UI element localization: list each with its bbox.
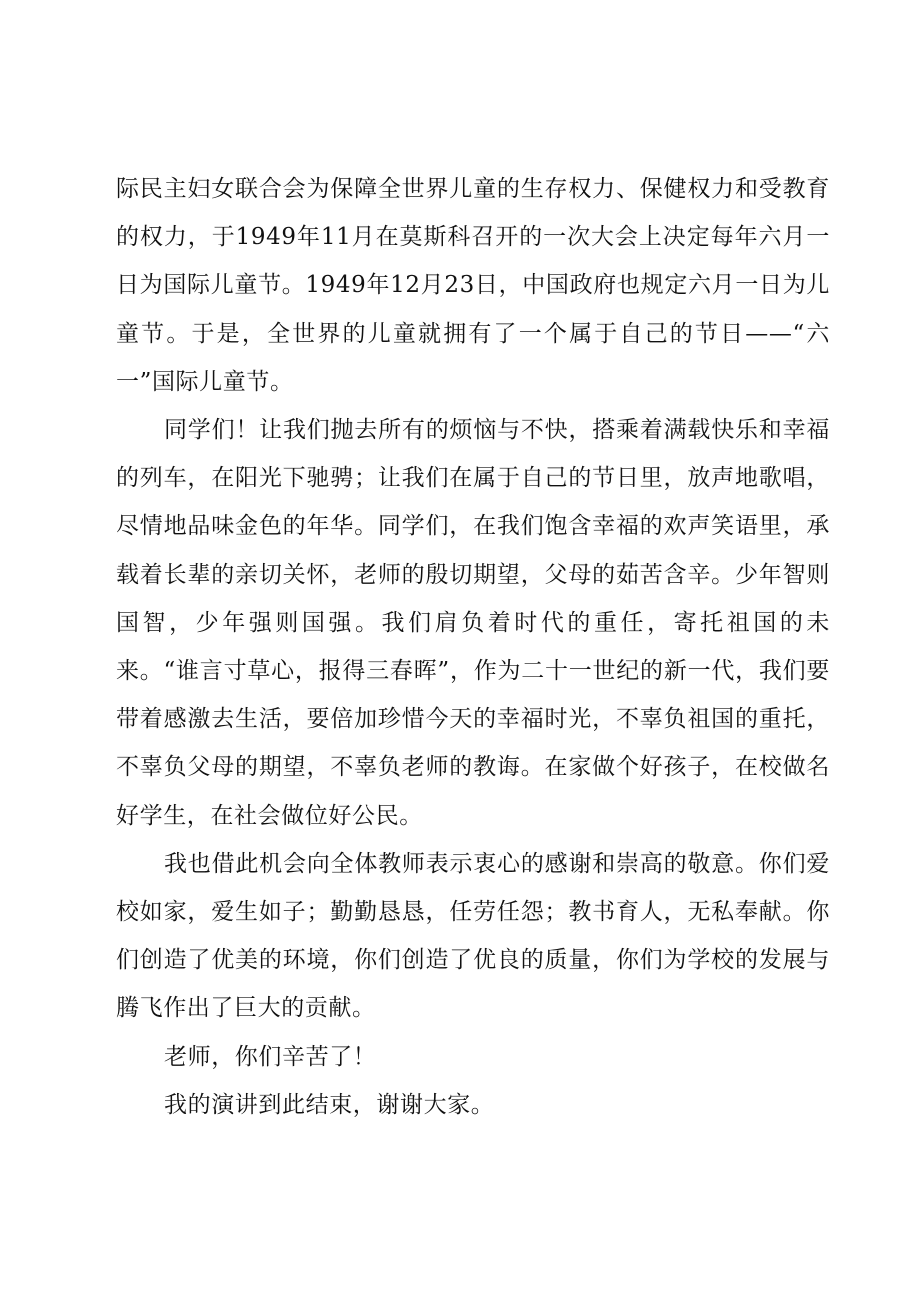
paragraph-teachers-thanks: 我也借此机会向全体教师表示衷心的感谢和崇高的敬意。你们爱校如家，爱生如子；勤勤恳恳，任劳任怨；教书育人，无私奉献。你们创造了优美的环境，你们创造了优良的质量，你们为学校的发展与腾飞作出了巨大的贡献。 xyxy=(116,850,830,1022)
paragraph-closing: 我的演讲到此结束，谢谢大家。 xyxy=(164,1091,495,1118)
paragraph-teachers-greeting: 老师，你们辛苦了！ xyxy=(164,1043,377,1070)
document-page xyxy=(116,0,830,1301)
paragraph-students-address: 同学们！让我们抛去所有的烦恼与不快，搭乘着满载快乐和幸福的列车，在阳光下驰骋；让我们在属于自己的节日里，放声地歌唱，尽情地品味金色的年华。同学们，在我们饱含幸福的欢声笑语里，承载着长辈的亲切关怀，老师的殷切期望，父母的茹苦含辛。少年智则国智，少年强则国强。我们肩负着时代的重任，寄托祖国的未来。“谁言寸草心，报得三春晖”，作为二十一世纪的新一代，我们要带着感激去生活，要倍加珍惜今天的幸福时光，不辜负祖国的重托，不辜负父母的期望，不辜负老师的教诲。在家做个好孩子，在校做名好学生，在社会做位好公民。 xyxy=(116,417,830,829)
paragraph-childrens-day-history: 际民主妇女联合会为保障全世界儿童的生存权力、保健权力和受教育的权力，于1949年11月在莫斯科召开的一次大会上决定每年六月一日为国际儿童节。1949年12月23日，中国政府也规定六月一日为儿童节。于是，全世界的儿童就拥有了一个属于自己的节日——“六一”国际儿童节。 xyxy=(116,176,830,395)
document-body xyxy=(116,165,830,1129)
